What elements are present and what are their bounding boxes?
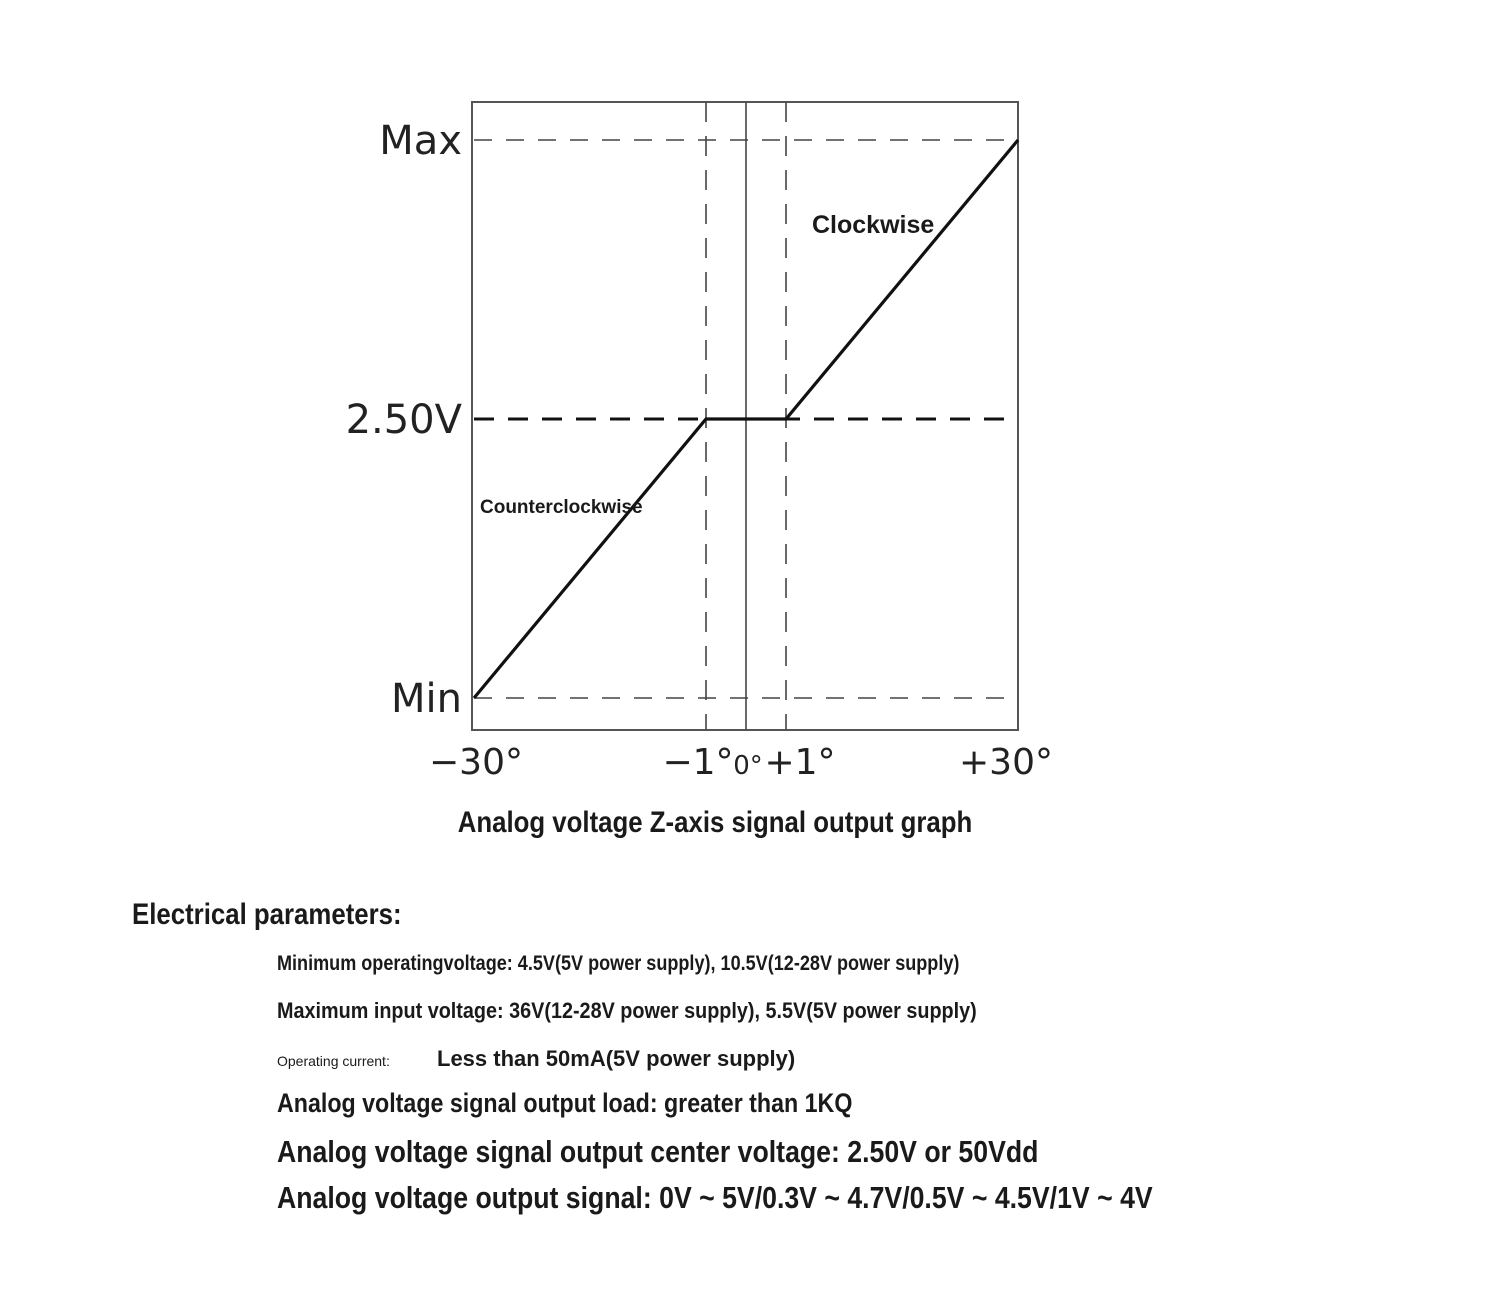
x-tick-label-3: +1° xyxy=(764,742,836,783)
series-annotation-0: Counterclockwise xyxy=(480,497,643,518)
x-tick-label-1: −1° xyxy=(662,742,734,783)
annotations xyxy=(480,211,934,518)
param-output-signal: Analog voltage output signal: 0V ~ 5V/0.3V ~ 4.7V/0.5V ~ 4.5V/1V ~ 4V xyxy=(277,1180,1153,1215)
grid-lines xyxy=(474,102,1018,730)
operating-current-value: Less than 50mA(5V power supply) xyxy=(437,1046,796,1071)
param-min-operating-voltage: Minimum operatingvoltage: 4.5V(5V power supply), 10.5V(12-28V power supply) xyxy=(277,952,960,975)
x-tick-label-2: 0° xyxy=(733,751,763,781)
chart-title: Analog voltage Z-axis signal output graph xyxy=(457,806,973,839)
y-tick-label-1: 2.50V xyxy=(345,397,462,443)
x-tick-label-4: +30° xyxy=(959,742,1053,783)
y-tick-labels xyxy=(346,118,463,722)
param-max-input-voltage: Maximum input voltage: 36V(12-28V power supply), 5.5V(5V power supply) xyxy=(277,998,977,1023)
operating-current-label: Operating current: xyxy=(277,1053,390,1069)
series-annotation-1: Clockwise xyxy=(812,211,935,239)
params-heading: Electrical parameters: xyxy=(132,898,402,931)
param-output-load: Analog voltage signal output load: greater than 1KQ xyxy=(277,1088,853,1118)
x-tick-labels xyxy=(429,742,1053,783)
x-tick-label-0: −30° xyxy=(429,742,523,783)
plot-frame xyxy=(472,102,1018,730)
y-tick-label-0: Min xyxy=(391,676,462,722)
param-center-voltage: Analog voltage signal output center voltage: 2.50V or 50Vdd xyxy=(277,1134,1039,1169)
y-tick-label-2: Max xyxy=(379,118,462,164)
param-operating-current xyxy=(277,1046,795,1072)
